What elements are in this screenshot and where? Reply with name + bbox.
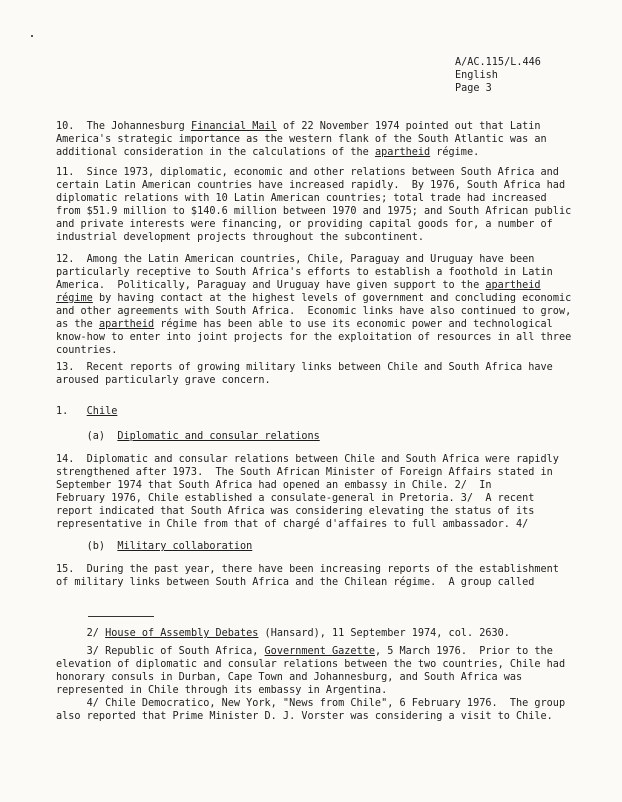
- subsection-heading-diplomatic: (a) Diplomatic and consular relations: [56, 431, 320, 442]
- paragraph-12: 12. Among the Latin American countries, Chile, Paraguay and Uruguay have been particularly receptive to South Africa's efforts to establish a foothold in Latin America. Politically, Paraguay and Uruguay have given support to the apartheid régime by having contact at the highest levels of government and concluding economic and other agreements with South Africa. Economic links have also continued to grow, as the apartheid régime has been able to use its economic power and technological know-how to enter into joint projects for the exploitation of resources in all three countries.: [56, 254, 572, 356]
- footnote-3: 3/ Republic of South Africa, Government Gazette, 5 March 1976. Prior to the elevation of diplomatic and consular relations between the two countries, Chile had honorary consuls in Durban, Cape Town and Johannesburg, and South Africa was represented in Chile through its embassy in Argentina.: [56, 646, 566, 696]
- page-number: Page 3: [455, 83, 492, 94]
- footnote-separator: [88, 616, 154, 617]
- paragraph-10: 10. The Johannesburg Financial Mail of 22 November 1974 pointed out that Latin America's strategic importance as the western flank of the South Atlantic was an additional consideration in the calculations of the apartheid régime.: [56, 121, 547, 158]
- document-header: [455, 56, 541, 95]
- paragraph-13: 13. Recent reports of growing military links between Chile and South Africa have aroused particularly grave concern.: [56, 362, 553, 386]
- section-heading-chile: 1. Chile: [56, 406, 118, 417]
- footnote-2: 2/ House of Assembly Debates (Hansard), 11 September 1974, col. 2630.: [56, 628, 510, 639]
- footnote-4: 4/ Chile Democratico, New York, "News from Chile", 6 February 1976. The group also reported that Prime Minister D. J. Vorster was considering a visit to Chile.: [56, 698, 566, 722]
- scan-speck: [31, 35, 33, 37]
- paragraph-14: 14. Diplomatic and consular relations between Chile and South Africa were rapidly strengthened after 1973. The South African Minister of Foreign Affairs stated in September 1974 that South Africa had opened an embassy in Chile. 2/ In February 1976, Chile established a consulate-general in Pretoria. 3/ A recent report indicated that South Africa was considering elevating the status of its representative in Chile from that of chargé d'affaires to full ambassador. 4/: [56, 454, 559, 530]
- document-symbol: A/AC.115/L.446: [455, 57, 541, 68]
- subsection-heading-military: (b) Military collaboration: [56, 541, 253, 552]
- paragraph-15: 15. During the past year, there have been increasing reports of the establishment of military links between South Africa and the Chilean régime. A group called: [56, 564, 559, 588]
- paragraph-11: 11. Since 1973, diplomatic, economic and other relations between South Africa and certain Latin American countries have increased rapidly. By 1976, South Africa had diplomatic relations with 10 Latin American countries; total trade had increased from $51.9 million to $140.6 million between 1970 and 1975; and South African public and private interests were financing, or providing capital goods for, a number of industrial development projects throughout the subcontinent.: [56, 167, 572, 243]
- document-language: English: [455, 70, 498, 81]
